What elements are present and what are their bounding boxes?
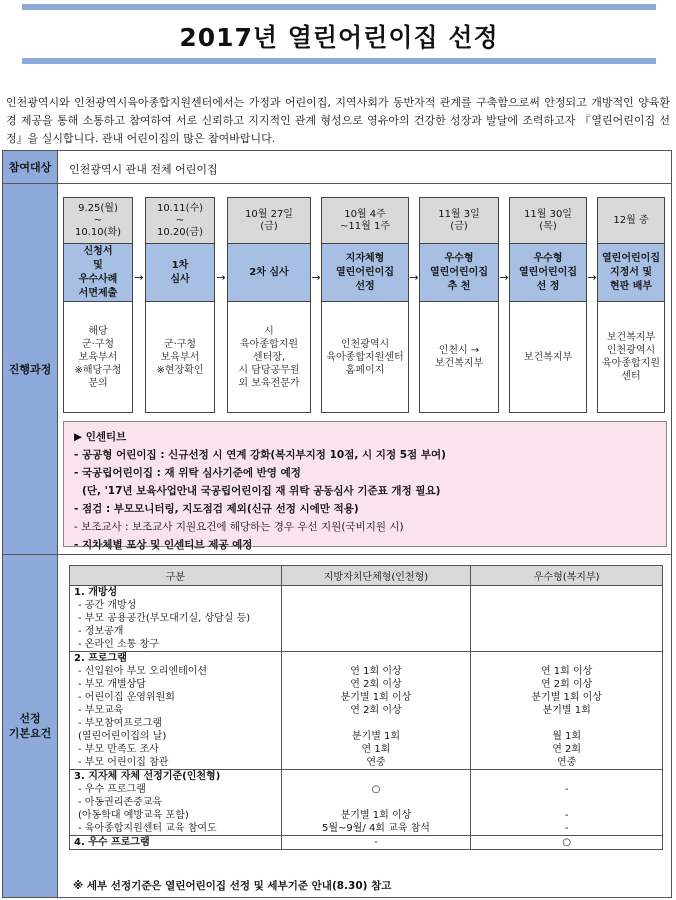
- process-step: [145, 197, 215, 413]
- step-owner-line: 센터장,: [252, 351, 286, 363]
- arrow-icon: →: [134, 271, 144, 284]
- step-owner-line: 육아종합지원센터: [326, 351, 404, 363]
- category-cell: [70, 770, 282, 836]
- arrow-icon: →: [311, 271, 321, 284]
- step-name-line: 지정서 및: [609, 266, 653, 278]
- step-name-line: 선정: [355, 280, 375, 292]
- step-owner-line: 시: [264, 325, 274, 337]
- step-owner: [322, 302, 408, 412]
- criterion-value: 분기별 1회: [351, 731, 401, 742]
- step-owner-line: 외 보육전문가: [238, 377, 300, 389]
- arrow-icon: →: [587, 271, 597, 284]
- step-date: [322, 198, 408, 244]
- incentive-heading: ▶ 인센티브: [74, 431, 127, 443]
- step-owner-line: 인천시 →: [438, 345, 480, 356]
- section-title: 4. 우수 프로그램: [74, 837, 150, 848]
- arrow-icon: →: [216, 271, 226, 284]
- step-owner-line: 보건복지부: [606, 332, 656, 343]
- step-name: [322, 244, 408, 302]
- step-owner-line: ※현장확인: [156, 364, 204, 376]
- criterion-item: - 온라인 소통 창구: [78, 639, 159, 650]
- process-step: [419, 197, 499, 413]
- arrow-icon: →: [409, 271, 419, 284]
- criterion-value: 연 1회 이상: [540, 666, 593, 677]
- criterion-value: ○: [562, 837, 572, 848]
- criterion-item: - 우수 프로그램: [78, 784, 146, 795]
- excellent-type-cell: [471, 770, 663, 836]
- intro-paragraph: 인천광역시와 인천광역시육아종합지원센터에서는 가정과 어린이집, 지역사회가 동반자적 관계를 구축함으로써 안정되고 개방적인 양육환경 제공을 통해 소통하고 참여하여 서로 신뢰하고 지지적인 관계 형성으로 영유아의 건강한 성장과 발달에 조력하고자 『열린어린이집 선정』을 실시합니다. 관내 어린이집의 많은 참여바랍니다.: [6, 96, 670, 145]
- criterion-value: [286, 796, 467, 809]
- criterion-value: ○: [371, 784, 381, 795]
- incentive-line: - 보조교사 : 보조교사 지원요건에 해당하는 경우 우선 지원(국비지원 시): [74, 521, 404, 533]
- criterion-value: [475, 612, 658, 625]
- step-owner-line: 보육부서: [78, 351, 118, 363]
- step-owner: [420, 302, 498, 412]
- step-owner-line: 보건복지부: [434, 358, 484, 369]
- table-row: [70, 586, 663, 652]
- step-owner-line: 육아종합지원센터: [602, 358, 660, 382]
- excellent-type-cell: [471, 836, 663, 850]
- criterion-item: - 부모 개별상담: [78, 679, 146, 690]
- step-name-line: 현판 배부: [609, 280, 653, 292]
- category-cell: [70, 836, 282, 850]
- step-owner: [510, 302, 586, 412]
- title-banner: [22, 4, 656, 66]
- step-owner: [228, 302, 310, 412]
- criterion-item: - 부모 어린이집 참관: [78, 757, 169, 768]
- step-date-line: (금): [260, 220, 278, 232]
- step-owner: [64, 302, 132, 412]
- step-name-line: 열린어린이집: [602, 252, 660, 264]
- criterion-value: 분기별 1회: [542, 705, 591, 716]
- category-cell: [70, 586, 282, 652]
- step-date-line: 11월 3일: [438, 208, 480, 220]
- step-date-line: 11월 30일: [524, 208, 572, 220]
- local-type-cell: [281, 836, 471, 850]
- step-owner-line: ※해당구청: [74, 364, 122, 376]
- footnote: ※ 세부 선정기준은 열린어린이집 선정 및 세부기준 안내(8.30) 참고: [73, 880, 392, 892]
- section-title: 2. 프로그램: [74, 653, 127, 664]
- step-owner-line: 군·구청: [81, 338, 115, 350]
- step-owner-line: 홈페이지: [345, 364, 385, 376]
- criterion-item: (열린어린이집의 날): [78, 731, 167, 742]
- excellent-type-cell: [471, 652, 663, 770]
- process-step: [321, 197, 409, 413]
- step-name-line: 추 천: [447, 280, 471, 292]
- step-name-line: 선 정: [536, 280, 560, 292]
- criterion-item: - 정보공개: [78, 626, 124, 637]
- step-date-line: 9.25(월): [78, 202, 118, 214]
- step-name-line: 열린어린이집: [336, 266, 394, 278]
- step-date: [420, 198, 498, 244]
- criterion-item: - 부모교육: [78, 705, 124, 716]
- step-date-line: 10.10(화): [74, 226, 122, 238]
- criterion-value: -: [564, 810, 569, 821]
- info-table: [2, 150, 672, 898]
- incentive-line: - 국공립어린이집 : 재 위탁 심사기준에 반영 예정: [74, 467, 301, 479]
- criterion-value: 분기별 1회 이상: [531, 692, 602, 703]
- criterion-item: - 신입원아 부모 오리엔테이션: [78, 666, 208, 677]
- criterion-value: [286, 612, 467, 625]
- requirements-table: [69, 565, 663, 850]
- criterion-item: - 부모참여프로그램: [78, 718, 163, 729]
- criterion-value: 연 2회 이상: [350, 705, 402, 716]
- criterion-value: 월 1회: [552, 731, 582, 742]
- criterion-value: 분기별 1회 이상: [340, 692, 412, 703]
- criterion-value: -: [564, 784, 569, 795]
- step-owner-line: 보육부서: [160, 351, 200, 363]
- step-name: [598, 244, 664, 302]
- step-name-line: 우수형: [444, 252, 474, 264]
- target-label: 참여대상: [3, 151, 58, 183]
- step-date: [510, 198, 586, 244]
- criterion-item: - 공간 개방성: [78, 600, 137, 611]
- criterion-value: [475, 796, 658, 809]
- criterion-value: [286, 717, 467, 730]
- step-owner-line: 문의: [88, 377, 108, 389]
- page-title: 2017년 열린어린이집 선정: [179, 23, 499, 52]
- criterion-value: [475, 638, 658, 651]
- step-name: [228, 244, 310, 302]
- criterion-value: 5월~9월/ 4회 교육 참석: [321, 823, 430, 834]
- local-type-cell: [281, 770, 471, 836]
- local-type-cell: [281, 652, 471, 770]
- col-header: 구분: [70, 566, 282, 586]
- step-owner-line: 해당: [88, 325, 108, 337]
- step-date-line: (금): [450, 220, 468, 232]
- step-date: [228, 198, 310, 244]
- criterion-item: (아동학대 예방교육 포함): [78, 810, 189, 821]
- requirements-label-line: 선정: [19, 712, 41, 725]
- incentive-line: (단, '17년 보육사업안내 국공립어린이집 재 위탁 공동심사 기준표 개정 필요): [82, 485, 441, 497]
- step-date-line: 12월 중: [613, 214, 649, 226]
- step-date-line: (목): [539, 220, 557, 232]
- incentive-box: [63, 421, 667, 551]
- process-step: [63, 197, 133, 413]
- requirements-label-line: 기본요건: [8, 727, 52, 740]
- step-name-line: 1차: [171, 259, 189, 271]
- step-name-line: 서면제출: [78, 287, 118, 299]
- criterion-value: 연 1회 이상: [350, 666, 402, 677]
- table-row: [70, 770, 663, 836]
- step-name: [510, 244, 586, 302]
- step-date: [64, 198, 132, 244]
- step-owner: [146, 302, 214, 412]
- criterion-value: [286, 638, 467, 651]
- target-text: 인천광역시 관내 전체 어린이집: [69, 163, 218, 176]
- step-name-line: 우수사례: [78, 273, 118, 285]
- incentive-line: - 지차체별 포상 및 인센티브 제공 예정: [74, 539, 253, 551]
- criterion-value: 연 2회 이상: [540, 679, 593, 690]
- criterion-value: [286, 599, 467, 612]
- step-date: [598, 198, 664, 244]
- title-rule-top: [22, 4, 656, 10]
- step-name-line: 열린어린이집: [519, 266, 577, 278]
- step-name-line: 및: [93, 259, 103, 271]
- step-date-line: ~11월 1주: [340, 220, 390, 232]
- excellent-type-cell: [471, 586, 663, 652]
- criterion-value: 연 2회: [552, 744, 582, 755]
- step-name-line: 지자체형: [345, 252, 385, 264]
- process-step: [227, 197, 311, 413]
- criterion-value: -: [374, 837, 378, 848]
- col-header: 지방자치단체형(인천형): [281, 566, 471, 586]
- col-header: 우수형(복지부): [471, 566, 663, 586]
- step-name-line: 심사: [170, 273, 190, 285]
- step-name: [146, 244, 214, 302]
- step-date-line: ~: [175, 214, 185, 226]
- step-name: [420, 244, 498, 302]
- criterion-value: [475, 625, 658, 638]
- requirements-label: [3, 555, 58, 897]
- incentive-line: - 공공형 어린이집 : 신규선정 시 연계 강화(복지부지정 10점, 시 지정 5점 부여): [74, 449, 446, 461]
- criterion-item: - 아동권리존중교육: [78, 797, 163, 808]
- row-divider: [3, 183, 671, 184]
- step-owner-line: 시 담당공무원: [238, 364, 300, 376]
- local-type-cell: [281, 586, 471, 652]
- step-owner-line: 육아종합지원: [240, 338, 298, 350]
- incentive-line: - 점검 : 부모모니터링, 지도점검 제외(신규 선정 시에만 적용): [74, 503, 359, 515]
- step-owner: [598, 302, 664, 412]
- criterion-value: [475, 717, 658, 730]
- arrow-icon: →: [499, 271, 509, 284]
- criterion-value: 분기별 1회 이상: [340, 810, 412, 821]
- criterion-value: -: [564, 823, 569, 834]
- section-title: 1. 개방성: [74, 587, 118, 598]
- criterion-value: 연 2회 이상: [350, 679, 402, 690]
- process-step: [597, 197, 665, 413]
- row-divider: [3, 554, 671, 555]
- step-date-line: 10월 4주: [344, 208, 386, 220]
- step-date-line: ~: [93, 214, 103, 226]
- section-title: 3. 지자체 자체 선정기준(인천형): [74, 771, 221, 782]
- criterion-item: - 어린이집 운영위원회: [78, 692, 175, 703]
- process-step: [509, 197, 587, 413]
- table-row: [70, 836, 663, 850]
- table-row: [70, 652, 663, 770]
- criterion-value: 연 1회: [361, 744, 391, 755]
- step-name-line: 우수형: [533, 252, 563, 264]
- step-name: [64, 244, 132, 302]
- step-owner-line: 인천광역시: [606, 345, 656, 356]
- step-date-line: 10월 27일: [245, 208, 293, 220]
- criterion-item: - 부모 만족도 조사: [78, 744, 159, 755]
- step-name-line: 2차 심사: [249, 266, 289, 278]
- criterion-item: - 부모 공용공간(부모대기실, 상담실 등): [78, 613, 251, 624]
- criterion-value: 연중: [366, 757, 386, 768]
- title-rule-bottom: [22, 58, 656, 64]
- step-owner-line: 군·구청: [163, 338, 197, 350]
- process-label: 진행과정: [3, 184, 58, 554]
- category-cell: [70, 652, 282, 770]
- step-owner-line: 인천광역시: [340, 338, 390, 350]
- step-owner-line: 보건복지부: [523, 351, 573, 363]
- criterion-value: [475, 599, 658, 612]
- criterion-item: - 육아종합지원센터 교육 참여도: [78, 823, 217, 834]
- criterion-value: 연중: [556, 757, 577, 768]
- criterion-value: [286, 625, 467, 638]
- step-date-line: 10.20(금): [156, 226, 204, 238]
- step-date: [146, 198, 214, 244]
- step-name-line: 열린어린이집: [430, 266, 488, 278]
- step-date-line: 10.11(수): [156, 202, 204, 214]
- step-name-line: 신청서: [83, 245, 113, 257]
